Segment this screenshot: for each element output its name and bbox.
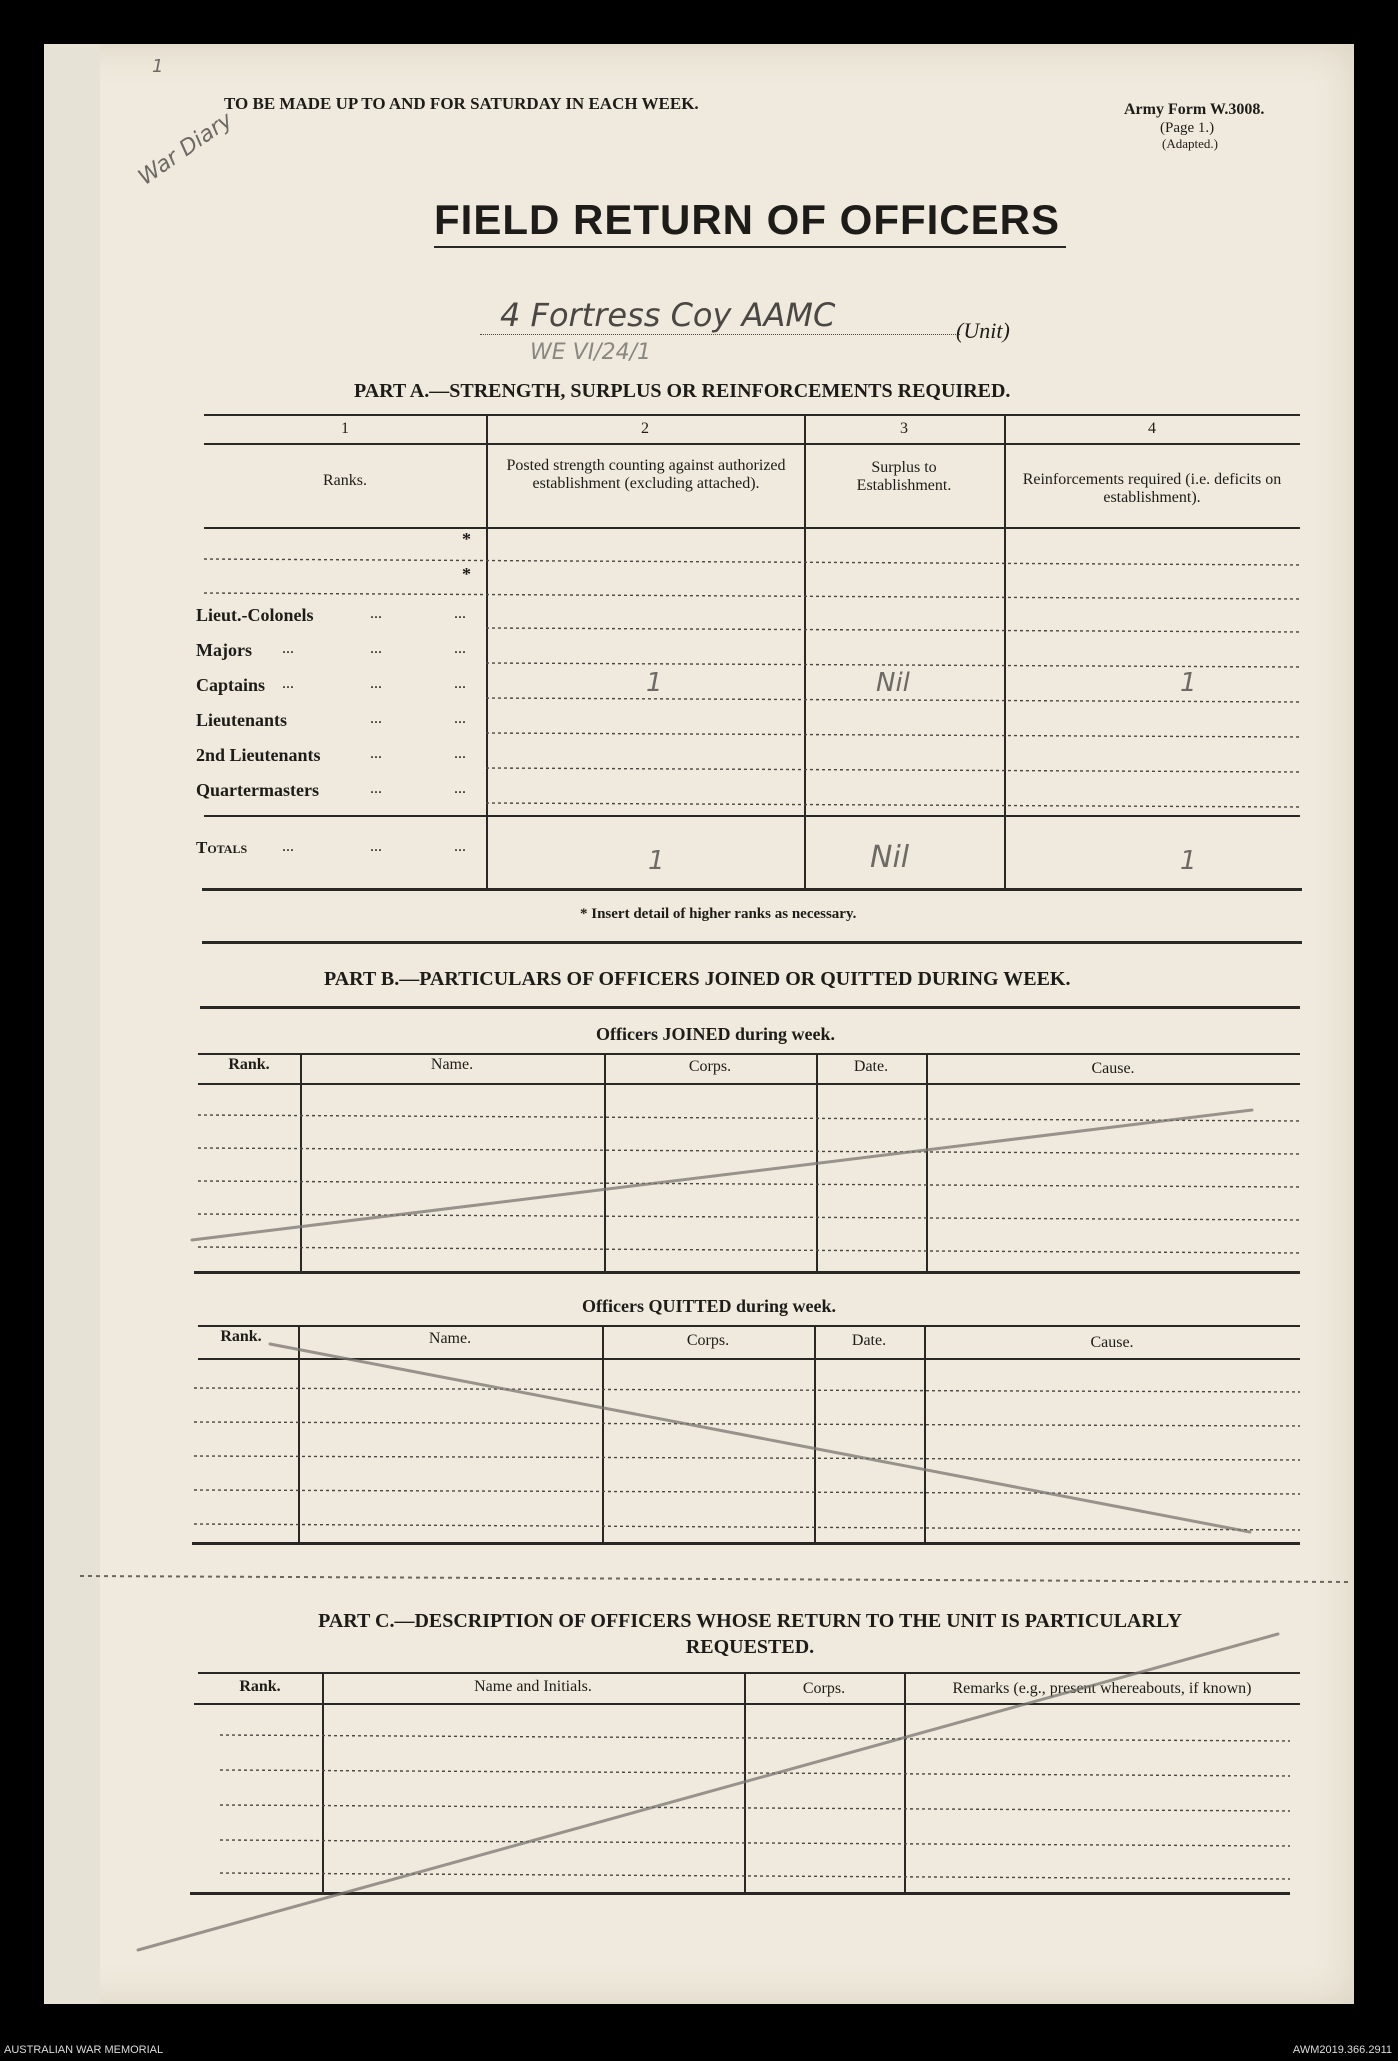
totals-surplus-value: Nil bbox=[870, 840, 910, 875]
page-title: FIELD RETURN OF OFFICERS bbox=[434, 196, 1060, 243]
quitted-corps-header: Corps. bbox=[686, 1332, 730, 1349]
leader-dots: ... bbox=[370, 710, 382, 727]
rank-label: Captains bbox=[196, 675, 266, 695]
higher-rank-asterisk: * bbox=[462, 529, 471, 549]
leader-dots: ... bbox=[370, 745, 382, 762]
archive-credit: AUSTRALIAN WAR MEMORIAL bbox=[4, 2044, 164, 2056]
leader-dots: ... bbox=[454, 780, 466, 797]
cancellation-strokes bbox=[138, 1110, 1278, 1950]
rank-label: Quartermasters bbox=[196, 780, 319, 800]
unit-label: (Unit) bbox=[956, 318, 1010, 343]
leader-dots: ... bbox=[454, 640, 466, 657]
col-number-1: 1 bbox=[341, 420, 349, 437]
joined-rank-header: Rank. bbox=[228, 1056, 270, 1073]
totals-label: Totals bbox=[196, 838, 248, 857]
joined-corps-header: Corps. bbox=[688, 1058, 732, 1075]
captains-posted-value: 1 bbox=[646, 668, 663, 698]
quitted-rank-header: Rank. bbox=[220, 1328, 262, 1345]
quitted-date-header: Date. bbox=[851, 1332, 887, 1349]
part-a-heading: PART A.—STRENGTH, SURPLUS OR REINFORCEMENTS REQUIRED. bbox=[354, 380, 1011, 402]
ranks-header: Ranks. bbox=[323, 472, 367, 489]
form-number: Army Form W.3008. bbox=[1124, 101, 1265, 118]
leader-dots: ... bbox=[454, 838, 466, 855]
captains-reinforcements-value: 1 bbox=[1180, 668, 1197, 698]
totals-reinforcements-value: 1 bbox=[1180, 846, 1197, 876]
rank-label: Majors bbox=[196, 640, 252, 660]
leader-dots: ... bbox=[370, 838, 382, 855]
quitted-title: Officers QUITTED during week. bbox=[582, 1296, 836, 1316]
leader-dots: ... bbox=[282, 675, 294, 692]
leader-dots: ... bbox=[370, 780, 382, 797]
reinforcements-header: Reinforcements required (i.e. deficits on establishment). bbox=[1022, 471, 1282, 506]
leader-dots: ... bbox=[282, 640, 294, 657]
unit-handwritten: 4 Fortress Coy AAMC bbox=[500, 296, 836, 334]
leader-dots: ... bbox=[454, 710, 466, 727]
leader-dots: ... bbox=[454, 745, 466, 762]
adapted-label: (Adapted.) bbox=[1162, 136, 1218, 151]
col-number-2: 2 bbox=[641, 420, 649, 437]
leader-dots: ... bbox=[370, 605, 382, 622]
quitted-name-header: Name. bbox=[428, 1330, 472, 1347]
margin-note: War Diary bbox=[134, 107, 238, 191]
part-c-rank-header: Rank. bbox=[239, 1678, 281, 1695]
joined-cause-header: Cause. bbox=[1091, 1060, 1135, 1077]
part-b-heading: PART B.—PARTICULARS OF OFFICERS JOINED OR QUITTED DURING WEEK. bbox=[324, 968, 1071, 990]
leader-dots: ... bbox=[454, 675, 466, 692]
instruction-text: TO BE MADE UP TO AND FOR SATURDAY IN EACH WEEK. bbox=[224, 94, 699, 113]
higher-rank-asterisk: * bbox=[462, 564, 471, 584]
rank-label: Lieut.-Colonels bbox=[196, 605, 314, 625]
part-c-corps-header: Corps. bbox=[802, 1680, 846, 1697]
part-c-heading-line: REQUESTED. bbox=[685, 1636, 815, 1658]
leader-dots: ... bbox=[370, 675, 382, 692]
joined-name-header: Name. bbox=[430, 1056, 474, 1073]
joined-date-header: Date. bbox=[853, 1058, 889, 1075]
page-number: (Page 1.) bbox=[1160, 120, 1215, 136]
col-number-3: 3 bbox=[900, 420, 908, 437]
part-c-remarks-header: Remarks (e.g., present whereabouts, if known) bbox=[952, 1680, 1252, 1697]
part-c-name-header: Name and Initials. bbox=[474, 1678, 592, 1695]
corner-note: 1 bbox=[152, 56, 164, 77]
col-number-4: 4 bbox=[1148, 420, 1156, 437]
archive-reference: AWM2019.366.2911 bbox=[1292, 2044, 1392, 2056]
quitted-cause-header: Cause. bbox=[1090, 1334, 1134, 1351]
part-a-footnote: * Insert detail of higher ranks as necessary. bbox=[580, 906, 857, 922]
captains-surplus-value: Nil bbox=[876, 668, 910, 698]
rank-label: Lieutenants bbox=[196, 710, 288, 730]
surplus-header: Surplus to Establishment. bbox=[856, 459, 952, 494]
totals-posted-value: 1 bbox=[648, 846, 665, 876]
leader-dots: ... bbox=[370, 640, 382, 657]
rank-label: 2nd Lieutenants bbox=[196, 745, 321, 765]
part-c-heading-line: PART C.—DESCRIPTION OF OFFICERS WHOSE RETURN TO THE UNIT IS PARTICULARLY bbox=[318, 1610, 1182, 1632]
posted-strength-header: Posted strength counting against authorized establishment (excluding attached). bbox=[506, 457, 786, 492]
leader-dots: ... bbox=[282, 838, 294, 855]
unit-reference: WE VI/24/1 bbox=[530, 340, 651, 365]
joined-title: Officers JOINED during week. bbox=[596, 1024, 835, 1044]
perforation-line bbox=[80, 1576, 1350, 1582]
leader-dots: ... bbox=[454, 605, 466, 622]
